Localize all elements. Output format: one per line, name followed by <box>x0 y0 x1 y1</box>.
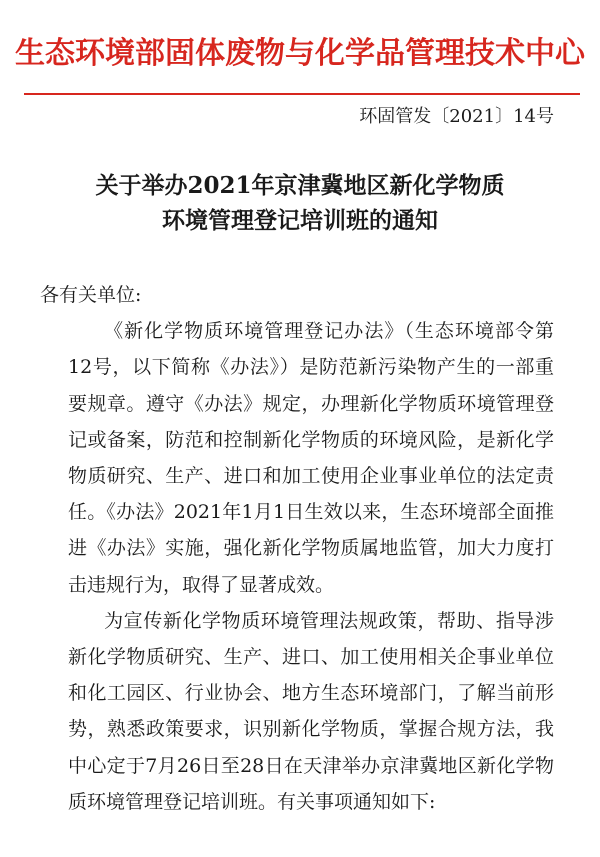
document-body <box>40 277 554 820</box>
title-line-2: 环境管理登记培训班的通知 <box>162 207 438 234</box>
body-paragraph-1: 《新化学物质环境管理登记办法》（生态环境部令第12号，以下简称《办法》）是防范新污染物产生的一部重要规章。遵守《办法》规定，办理新化学物质环境管理登记或备案，防范和控制新化学物质的环境风险，是新化学物质研究、生产、进口和加工使用企业事业单位的法定责任。《办法》2021年1月1日生效以来，生态环境部全面推进《办法》实施，强化新化学物质属地监管，加大力度打击违规行为，取得了显著成效。 <box>68 320 554 596</box>
title-line-1: 关于举办2021年京津冀地区新化学物质 <box>95 172 505 199</box>
document-title <box>0 168 600 238</box>
issuing-organization: 生态环境部固体废物与化学品管理技术中心 <box>15 36 585 71</box>
header-red-rule <box>24 93 580 95</box>
document-number: 环固管发〔2021〕14号 <box>359 106 554 127</box>
salutation: 各有关单位: <box>40 284 142 306</box>
body-paragraph-2: 为宣传新化学物质环境管理法规政策，帮助、指导涉新化学物质研究、生产、进口、加工使用相关企事业单位和化工园区、行业协会、地方生态环境部门，了解当前形势，熟悉政策要求，识别新化学物质，掌握合规方法，我中心定于7月26日至28日在天津举办京津冀地区新化学物质环境管理登记培训班。有关事项通知如下: <box>68 609 554 813</box>
